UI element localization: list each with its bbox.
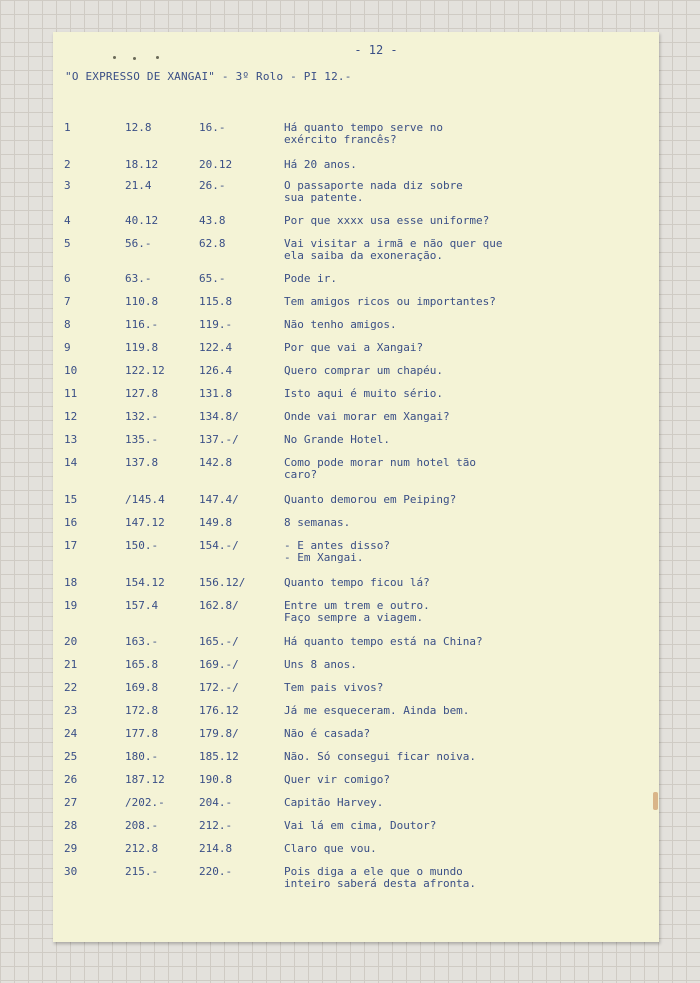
timecode-out: 142.8 — [199, 456, 233, 469]
timecode-out: 134.8/ — [199, 410, 239, 423]
timecode-out: 179.8/ — [199, 727, 239, 740]
timecode-out: 156.12/ — [199, 576, 246, 589]
timecode-out: 131.8 — [199, 387, 233, 400]
subtitle-text: Há quanto tempo serve no exército francês? — [284, 121, 443, 146]
row-number: 6 — [64, 272, 71, 285]
timecode-out: 137.-/ — [199, 433, 239, 446]
timecode-out: 204.- — [199, 796, 233, 809]
row-number: 13 — [64, 433, 78, 446]
subtitle-text: Quanto demorou em Peiping? — [284, 493, 457, 506]
row-number: 4 — [64, 214, 71, 227]
subtitle-text: Quer vir comigo? — [284, 773, 390, 786]
subtitle-text: Claro que vou. — [284, 842, 377, 855]
timecode-in: 180.- — [125, 750, 159, 763]
document-title: "O EXPRESSO DE XANGAI" - 3º Rolo - PI 12.- — [65, 70, 352, 83]
timecode-in: 119.8 — [125, 341, 159, 354]
subtitle-text: - E antes disso? - Em Xangai. — [284, 539, 390, 564]
subtitle-text: O passaporte nada diz sobre sua patente. — [284, 179, 463, 204]
row-number: 24 — [64, 727, 78, 740]
row-number: 29 — [64, 842, 78, 855]
row-number: 9 — [64, 341, 71, 354]
subtitle-text: Não tenho amigos. — [284, 318, 397, 331]
timecode-in: 122.12 — [125, 364, 165, 377]
timecode-in: 212.8 — [125, 842, 159, 855]
paper-stain — [653, 792, 658, 810]
subtitle-text: Uns 8 anos. — [284, 658, 357, 671]
timecode-out: 169.-/ — [199, 658, 239, 671]
timecode-in: 18.12 — [125, 158, 159, 171]
row-number: 3 — [64, 179, 71, 192]
timecode-in: 110.8 — [125, 295, 159, 308]
timecode-in: 157.4 — [125, 599, 159, 612]
row-number: 22 — [64, 681, 78, 694]
timecode-out: 147.4/ — [199, 493, 239, 506]
row-number: 23 — [64, 704, 78, 717]
timecode-out: 149.8 — [199, 516, 233, 529]
timecode-in: /145.4 — [125, 493, 165, 506]
timecode-out: 65.- — [199, 272, 226, 285]
subtitle-text: Há 20 anos. — [284, 158, 357, 171]
row-number: 16 — [64, 516, 78, 529]
row-number: 2 — [64, 158, 71, 171]
subtitle-text: Pois diga a ele que o mundo inteiro saberá desta afronta. — [284, 865, 477, 890]
timecode-out: 126.4 — [199, 364, 233, 377]
subtitle-text: Já me esqueceram. Ainda bem. — [284, 704, 470, 717]
timecode-in: 116.- — [125, 318, 159, 331]
timecode-in: 165.8 — [125, 658, 159, 671]
timecode-out: 119.- — [199, 318, 233, 331]
row-number: 27 — [64, 796, 78, 809]
timecode-in: 56.- — [125, 237, 152, 250]
subtitle-text: Quanto tempo ficou lá? — [284, 576, 430, 589]
subtitle-text: 8 semanas. — [284, 516, 351, 529]
row-number: 28 — [64, 819, 78, 832]
timecode-out: 26.- — [199, 179, 226, 192]
timecode-in: 150.- — [125, 539, 159, 552]
row-number: 8 — [64, 318, 71, 331]
subtitle-text: Vai visitar a irmã e não quer que ela saiba da exoneração. — [284, 237, 503, 262]
subtitle-text: Entre um trem e outro. Faço sempre a viagem. — [284, 599, 430, 624]
timecode-in: 177.8 — [125, 727, 159, 740]
timecode-out: 115.8 — [199, 295, 233, 308]
timecode-out: 190.8 — [199, 773, 233, 786]
timecode-out: 185.12 — [199, 750, 239, 763]
row-number: 19 — [64, 599, 78, 612]
timecode-in: 40.12 — [125, 214, 159, 227]
subtitle-text: Vai lá em cima, Doutor? — [284, 819, 437, 832]
timecode-in: 135.- — [125, 433, 159, 446]
timecode-in: 172.8 — [125, 704, 159, 717]
timecode-in: 147.12 — [125, 516, 165, 529]
row-number: 25 — [64, 750, 78, 763]
timecode-in: 132.- — [125, 410, 159, 423]
row-number: 20 — [64, 635, 78, 648]
timecode-in: 137.8 — [125, 456, 159, 469]
subtitle-text: Tem pais vivos? — [284, 681, 384, 694]
timecode-out: 122.4 — [199, 341, 233, 354]
subtitle-text: Não. Só consegui ficar noiva. — [284, 750, 477, 763]
subtitle-text: Capitão Harvey. — [284, 796, 384, 809]
subtitle-text: Onde vai morar em Xangai? — [284, 410, 450, 423]
row-number: 21 — [64, 658, 78, 671]
row-number: 30 — [64, 865, 78, 878]
subtitle-text: No Grande Hotel. — [284, 433, 390, 446]
timecode-out: 172.-/ — [199, 681, 239, 694]
subtitle-text: Quero comprar um chapéu. — [284, 364, 443, 377]
row-number: 5 — [64, 237, 71, 250]
subtitle-text: Por que vai a Xangai? — [284, 341, 424, 354]
timecode-in: 12.8 — [125, 121, 152, 134]
row-number: 14 — [64, 456, 78, 469]
timecode-in: 63.- — [125, 272, 152, 285]
timecode-out: 62.8 — [199, 237, 226, 250]
subtitle-text: Tem amigos ricos ou importantes? — [284, 295, 496, 308]
timecode-out: 162.8/ — [199, 599, 239, 612]
timecode-in: 215.- — [125, 865, 159, 878]
row-number: 11 — [64, 387, 78, 400]
page-number: - 12 - — [354, 43, 398, 57]
row-number: 15 — [64, 493, 78, 506]
timecode-in: /202.- — [125, 796, 165, 809]
typed-page — [53, 32, 659, 942]
timecode-in: 208.- — [125, 819, 159, 832]
timecode-out: 20.12 — [199, 158, 233, 171]
timecode-out: 176.12 — [199, 704, 239, 717]
timecode-in: 154.12 — [125, 576, 165, 589]
timecode-in: 187.12 — [125, 773, 165, 786]
row-number: 18 — [64, 576, 78, 589]
row-number: 26 — [64, 773, 78, 786]
timecode-out: 43.8 — [199, 214, 226, 227]
subtitle-text: Pode ir. — [284, 272, 337, 285]
timecode-out: 154.-/ — [199, 539, 239, 552]
row-number: 7 — [64, 295, 71, 308]
subtitle-text: Não é casada? — [284, 727, 371, 740]
subtitle-text: Há quanto tempo está na China? — [284, 635, 483, 648]
timecode-out: 165.-/ — [199, 635, 239, 648]
timecode-in: 163.- — [125, 635, 159, 648]
timecode-in: 127.8 — [125, 387, 159, 400]
timecode-out: 212.- — [199, 819, 233, 832]
subtitle-text: Por que xxxx usa esse uniforme? — [284, 214, 490, 227]
row-number: 1 — [64, 121, 71, 134]
row-number: 12 — [64, 410, 78, 423]
timecode-out: 220.- — [199, 865, 233, 878]
timecode-in: 169.8 — [125, 681, 159, 694]
subtitle-text: Isto aqui é muito sério. — [284, 387, 443, 400]
timecode-out: 16.- — [199, 121, 226, 134]
row-number: 10 — [64, 364, 78, 377]
subtitle-text: Como pode morar num hotel tão caro? — [284, 456, 477, 481]
timecode-in: 21.4 — [125, 179, 152, 192]
row-number: 17 — [64, 539, 78, 552]
timecode-out: 214.8 — [199, 842, 233, 855]
